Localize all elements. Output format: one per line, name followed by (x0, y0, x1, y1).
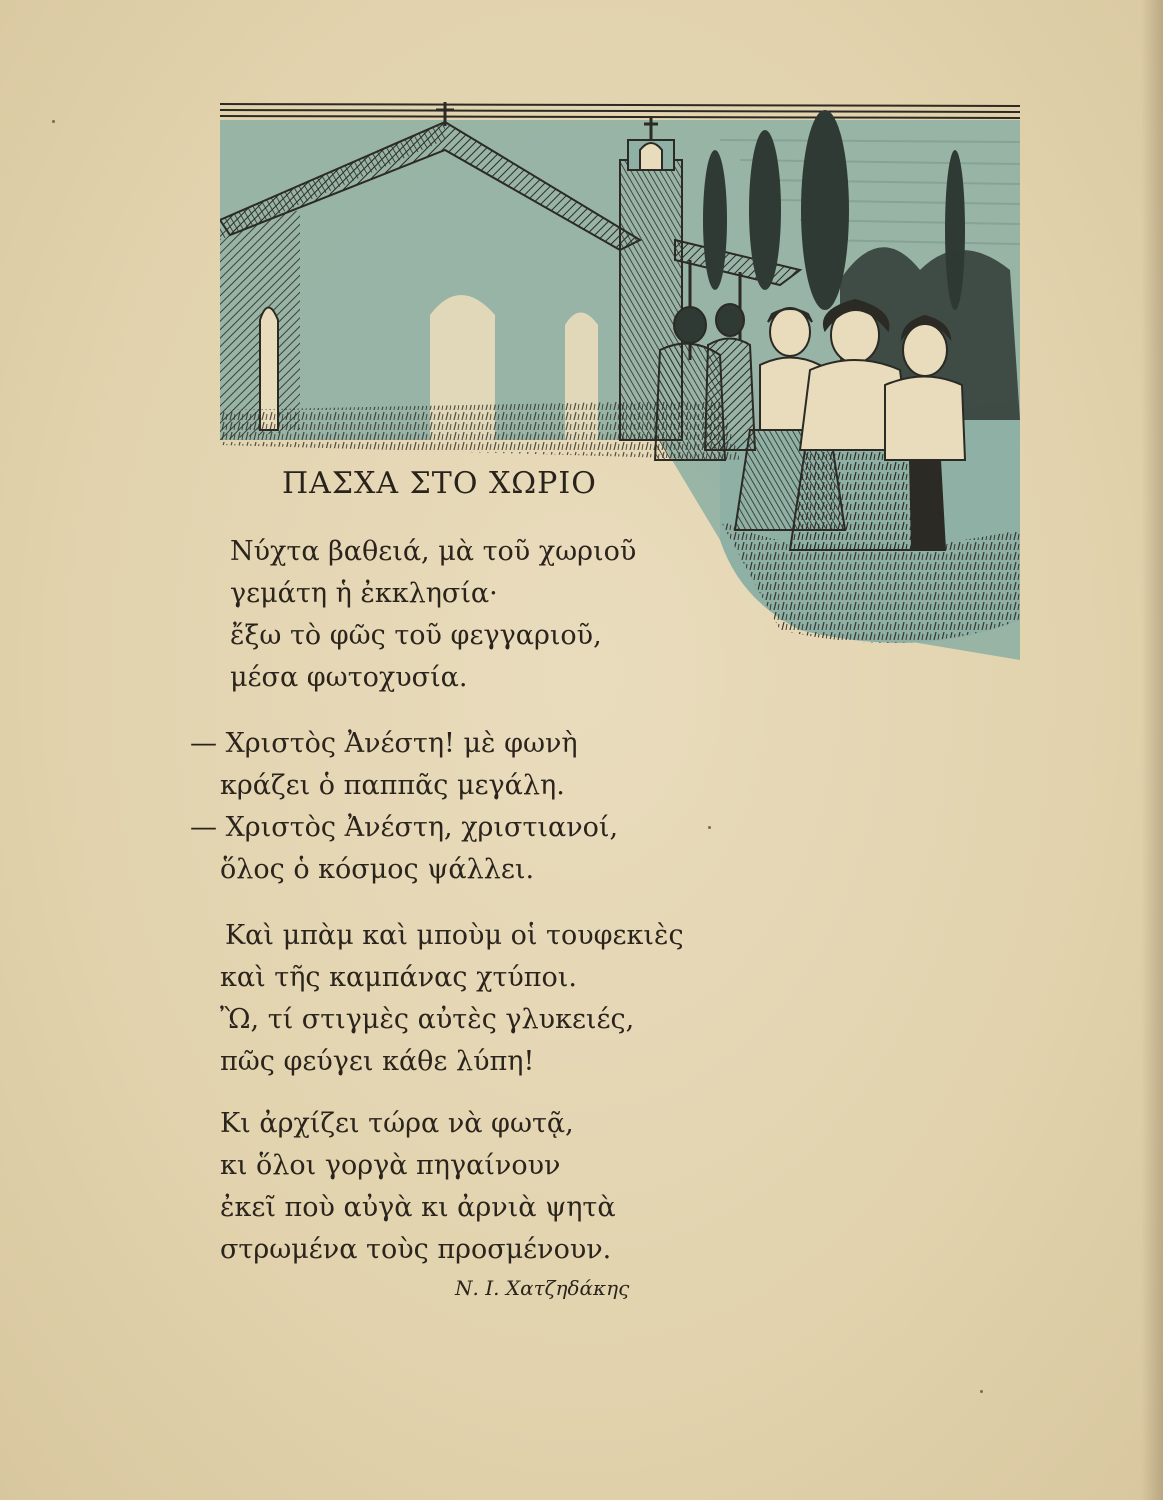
poem-line: Καὶ μπὰμ καὶ μποὺμ οἱ τουφεκιὲς (225, 920, 684, 951)
page-edge-shadow (1141, 0, 1163, 1500)
poem-line: ἐκεῖ ποὺ αὐγὰ κι ἀρνιὰ ψητὰ (220, 1192, 616, 1223)
poem-line: κράζει ὁ παππᾶς μεγάλη. (220, 770, 565, 801)
paper-speck (980, 1390, 983, 1393)
poem-line: πῶς φεύγει κάθε λύπη! (220, 1046, 535, 1077)
poem-line: — Χριστὸς Ἀνέστη! μὲ φωνὴ (190, 728, 578, 759)
poem-line: μέσα φωτοχυσία. (230, 662, 468, 693)
church-easter-village-illustration (220, 100, 1020, 660)
poem-author: Ν. Ι. Χατζηδάκης (455, 1276, 630, 1300)
poem-line: καὶ τῆς καμπάνας χτύποι. (220, 962, 577, 993)
poem-line: ἔξω τὸ φῶς τοῦ φεγγαριοῦ, (230, 620, 602, 651)
paper-speck (52, 120, 55, 123)
poem-line: Ὢ, τί στιγμὲς αὐτὲς γλυκειές, (220, 1004, 635, 1035)
poem-line: κι ὅλοι γοργὰ πηγαίνουν (220, 1150, 561, 1181)
poem-line: Νύχτα βαθειά, μὰ τοῦ χωριοῦ (230, 536, 637, 567)
poem-line: — Χριστὸς Ἀνέστη, χριστιανοί, (190, 812, 619, 843)
paper-speck (708, 826, 711, 829)
poem-line: Κι ἀρχίζει τώρα νὰ φωτᾷ, (220, 1108, 574, 1139)
poem-line: ὅλος ὁ κόσμος ψάλλει. (220, 854, 535, 885)
poem-title: ΠΑΣΧΑ ΣΤΟ ΧΩΡΙΟ (282, 466, 597, 501)
poem-line: γεμάτη ἡ ἐκκλησία· (230, 578, 498, 609)
poem-line: στρωμένα τοὺς προσμένουν. (220, 1234, 612, 1265)
